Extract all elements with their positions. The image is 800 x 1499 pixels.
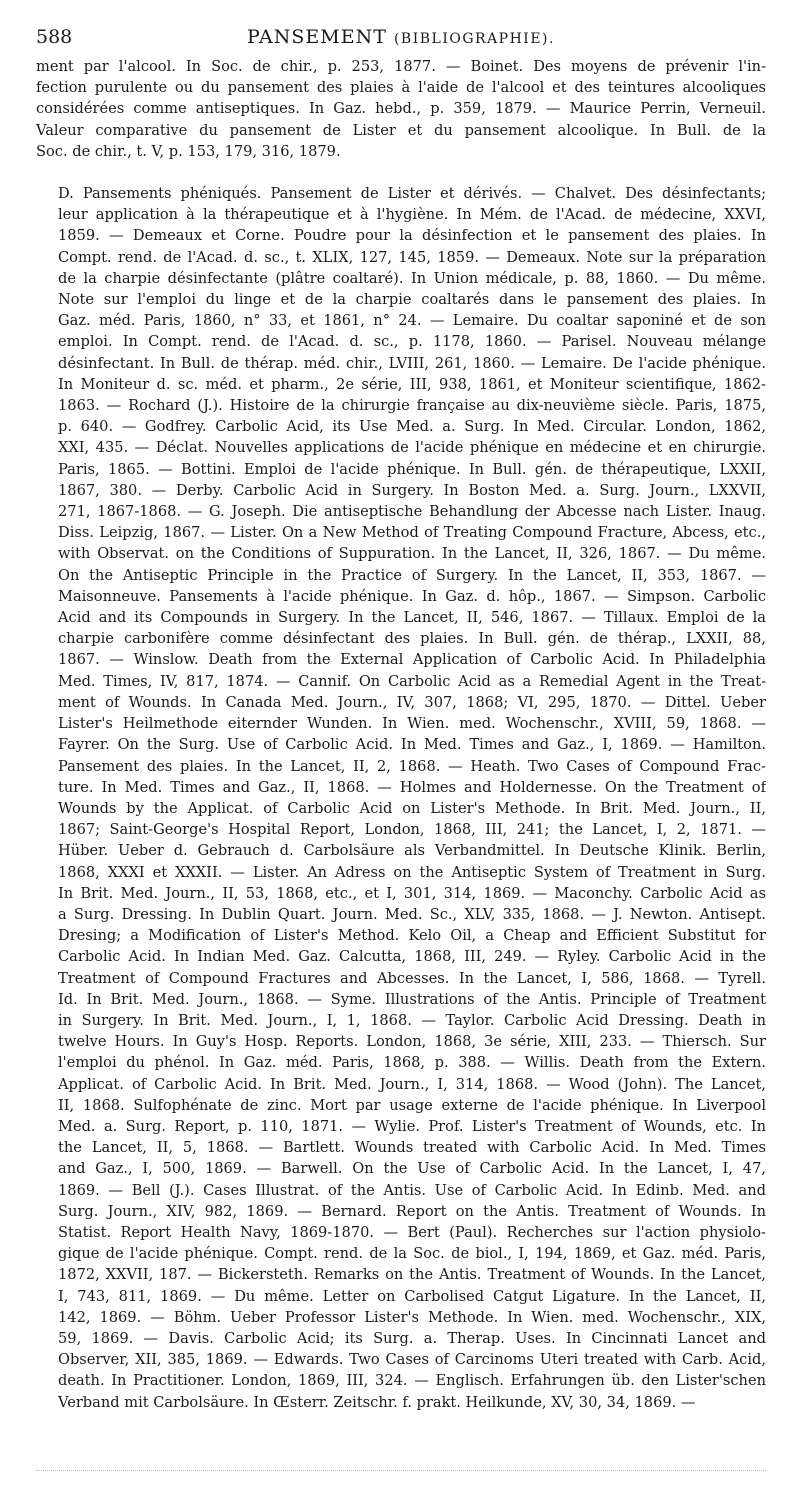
text-line: leur application à la thérapeutique et à l'hygiène. In Mém. de l'Acad. de médecine, XXVI, <box>58 206 766 224</box>
text-line: In Moniteur d. sc. méd. et pharm., 2e série, III, 938, 1861, et Moniteur scientifique, 1862- <box>58 375 766 393</box>
text-line: Surg. Journ., XIV, 982, 1869. — Bernard. Report on the Antis. Treatment of Wounds. In <box>58 1202 766 1220</box>
text-line: charpie carbonifère comme désinfectant des plaies. In Bull. gén. de thérap., LXXII, 88, <box>58 630 766 648</box>
text-line: de la charpie désinfectante (plâtre coaltaré). In Union médicale, p. 88, 1860. — Du même. <box>58 269 766 287</box>
text-line: 271, 1867-1868. — G. Joseph. Die antiseptische Behandlung der Abcesse nach Lister. Inaug. <box>58 503 766 521</box>
text-line: emploi. In Compt. rend. de l'Acad. d. sc., p. 1178, 1860. — Parisel. Nouveau mélange <box>58 333 766 351</box>
text-line: II, 1868. Sulfophénate de zinc. Mort par usage externe de l'acide phénique. In Liverpool <box>58 1096 766 1114</box>
text-line: twelve Hours. In Guy's Hosp. Reports. London, 1868, 3e série, XIII, 233. — Thiersch. Sur <box>58 1033 766 1051</box>
text-line: l'emploi du phénol. In Gaz. méd. Paris, 1868, p. 388. — Willis. Death from the Extern. <box>58 1054 766 1072</box>
bibliography-paragraph-continued <box>36 56 766 162</box>
text-line: a Surg. Dressing. In Dublin Quart. Journ. Med. Sc., XLV, 335, 1868. — J. Newton. Antisept. <box>58 905 766 923</box>
page-number: 588 <box>36 26 73 48</box>
text-line: 1867, 380. — Derby. Carbolic Acid in Surgery. In Boston Med. a. Surg. Journ., LXXVII, <box>58 481 766 499</box>
text-line: 1863. — Rochard (J.). Histoire de la chirurgie française au dix-neuvième siècle. Paris, 1875, <box>58 397 766 415</box>
text-line: Med. a. Surg. Report, p. 110, 1871. — Wylie. Prof. Lister's Treatment of Wounds, etc. In <box>58 1117 766 1135</box>
text-line: In Brit. Med. Journ., II, 53, 1868, etc., et I, 301, 314, 1869. — Maconchy. Carbolic Acid as <box>58 884 766 902</box>
text-line: Valeur comparative du pansement de Lister et du pansement alcoolique. In Bull. de la <box>36 121 766 139</box>
running-title-main: PANSEMENT <box>247 26 387 48</box>
text-line: Compt. rend. de l'Acad. d. sc., t. XLIX, 127, 145, 1859. — Demeaux. Note sur la préparation <box>58 248 766 266</box>
text-line: Acid and its Compounds in Surgery. In the Lancet, II, 546, 1867. — Tillaux. Emploi de la <box>58 609 766 627</box>
page-header <box>36 22 766 56</box>
footer-rule <box>36 1470 766 1471</box>
text-line: with Observat. on the Conditions of Suppuration. In the Lancet, II, 326, 1867. — Du même. <box>58 545 766 563</box>
text-line: in Surgery. In Brit. Med. Journ., I, 1, 1868. — Taylor. Carbolic Acid Dressing. Death in <box>58 1011 766 1029</box>
text-line: Maisonneuve. Pansements à l'acide phénique. In Gaz. d. hôp., 1867. — Simpson. Carbolic <box>58 587 766 605</box>
text-line: Note sur l'emploi du linge et de la charpie coaltarés dans le pansement des plaies. In <box>58 291 766 309</box>
text-line: 142, 1869. — Böhm. Ueber Professor Lister's Methode. In Wien. med. Wochenschr., XIX, <box>58 1308 766 1326</box>
text-line: and Gaz., I, 500, 1869. — Barwell. On the Use of Carbolic Acid. In the Lancet, I, 47, <box>58 1160 766 1178</box>
text-line: 1868, XXXI et XXXII. — Lister. An Adress on the Antiseptic System of Treatment in Surg. <box>58 863 766 881</box>
text-line: Lister's Heilmethode eiternder Wunden. In Wien. med. Wochenschr., XVIII, 59, 1868. — <box>58 715 766 733</box>
text-line: 1867; Saint-George's Hospital Report, London, 1868, III, 241; the Lancet, I, 2, 1871. — <box>58 821 766 839</box>
bibliography-paragraph-carbolic-dressings <box>36 183 766 1413</box>
text-line: ture. In Med. Times and Gaz., II, 1868. — Holmes and Holdernesse. On the Treatment of <box>58 778 766 796</box>
text-line: considérées comme antiseptiques. In Gaz. hebd., p. 359, 1879. — Maurice Perrin, Verneuil. <box>36 100 766 118</box>
text-line: Gaz. méd. Paris, 1860, n° 33, et 1861, n° 24. — Lemaire. Du coaltar saponiné et de son <box>58 312 766 330</box>
running-title <box>36 26 766 48</box>
text-line: Id. In Brit. Med. Journ., 1868. — Syme. Illustrations of the Antis. Principle of Treatment <box>58 990 766 1008</box>
text-line: Soc. de chir., t. V, p. 153, 179, 316, 1879. <box>36 142 341 160</box>
text-line: ment par l'alcool. In Soc. de chir., p. 253, 1877. — Boinet. Des moyens de prévenir l'in- <box>36 58 766 75</box>
text-line: p. 640. — Godfrey. Carbolic Acid, its Use Med. a. Surg. In Med. Circular. London, 1862, <box>58 418 766 436</box>
text-line: Fayrer. On the Surg. Use of Carbolic Acid. In Med. Times and Gaz., I, 1869. — Hamilton. <box>58 736 766 754</box>
text-line: Pansement des plaies. In the Lancet, II, 2, 1868. — Heath. Two Cases of Compound Frac- <box>58 757 766 775</box>
text-line: 1867. — Winslow. Death from the External Application of Carbolic Acid. In Philadelphia <box>58 651 766 669</box>
text-line: Paris, 1865. — Bottini. Emploi de l'acide phénique. In Bull. gén. de thérapeutique, LXXII, <box>58 460 766 478</box>
document-page <box>36 22 766 1413</box>
text-line: Applicat. of Carbolic Acid. In Brit. Med. Journ., I, 314, 1868. — Wood (John). The Lancet, <box>58 1075 766 1093</box>
text-line: Dresing; a Modification of Lister's Method. Kelo Oil, a Cheap and Efficient Substitut for <box>58 927 766 945</box>
text-line: fection purulente ou du pansement des plaies à l'aide de l'alcool et des teintures alcooliques <box>36 79 766 97</box>
text-line: ment of Wounds. In Canada Med. Journ., IV, 307, 1868; VI, 295, 1870. — Dittel. Ueber <box>58 693 766 711</box>
text-line: Observer, XII, 385, 1869. — Edwards. Two Cases of Carcinoms Uteri treated with Carb. Acid, <box>58 1351 766 1369</box>
text-line: gique de l'acide phénique. Compt. rend. de la Soc. de biol., I, 194, 1869, et Gaz. méd. Paris, <box>58 1245 766 1263</box>
text-line: On the Antiseptic Principle in the Practice of Surgery. In the Lancet, II, 353, 1867. — <box>58 566 766 584</box>
text-line: Statist. Report Health Navy, 1869-1870. — Bert (Paul). Recherches sur l'action physiolo- <box>58 1223 766 1241</box>
text-line: XXI, 435. — Déclat. Nouvelles applications de l'acide phénique en médecine et en chirurgie. <box>58 439 766 457</box>
text-line: 1859. — Demeaux et Corne. Poudre pour la désinfection et le pansement des plaies. In <box>58 227 766 245</box>
text-line: death. In Practitioner. London, 1869, III, 324. — Englisch. Erfahrungen üb. den Lister'schen <box>58 1372 766 1390</box>
text-line: I, 743, 811, 1869. — Du même. Letter on Carbolised Catgut Ligature. In the Lancet, II, <box>58 1287 766 1305</box>
text-line: 1869. — Bell (J.). Cases Illustrat. of the Antis. Use of Carbolic Acid. In Edinb. Med. and <box>58 1181 766 1199</box>
text-line: Hüber. Ueber d. Gebrauch d. Carbolsäure als Verbandmittel. In Deutsche Klinik. Berlin, <box>58 842 766 860</box>
text-line: Diss. Leipzig, 1867. — Lister. On a New Method of Treating Compound Fracture, Abcess, etc., <box>58 524 766 542</box>
text-line: 1872, XXVII, 187. — Bickersteth. Remarks on the Antis. Treatment of Wounds. In the Lancet, <box>58 1266 766 1284</box>
text-line: désinfectant. In Bull. de thérap. méd. chir., LVIII, 261, 1860. — Lemaire. De l'acide phénique. <box>58 354 766 372</box>
running-title-subtitle: (BIBLIOGRAPHIE). <box>393 31 555 47</box>
text-line: the Lancet, II, 5, 1868. — Bartlett. Wounds treated with Carbolic Acid. In Med. Times <box>58 1139 766 1157</box>
text-line: Treatment of Compound Fractures and Abcesses. In the Lancet, I, 586, 1868. — Tyrell. <box>58 969 766 987</box>
text-line: D. Pansements phéniqués. Pansement de Lister et dérivés. — Chalvet. Des désinfectants; <box>58 185 766 203</box>
text-line: Carbolic Acid. In Indian Med. Gaz. Calcutta, 1868, III, 249. — Ryley. Carbolic Acid in the <box>58 948 766 966</box>
text-line: Med. Times, IV, 817, 1874. — Cannif. On Carbolic Acid as a Remedial Agent in the Treat- <box>58 672 766 690</box>
text-line: Wounds by the Applicat. of Carbolic Acid on Lister's Methode. In Brit. Med. Journ., II, <box>58 799 766 817</box>
text-line: Verband mit Carbolsäure. In Œsterr. Zeitschr. f. prakt. Heilkunde, XV, 30, 34, 1869. — <box>58 1393 696 1411</box>
text-line: 59, 1869. — Davis. Carbolic Acid; its Surg. a. Therap. Uses. In Cincinnati Lancet and <box>58 1329 766 1347</box>
